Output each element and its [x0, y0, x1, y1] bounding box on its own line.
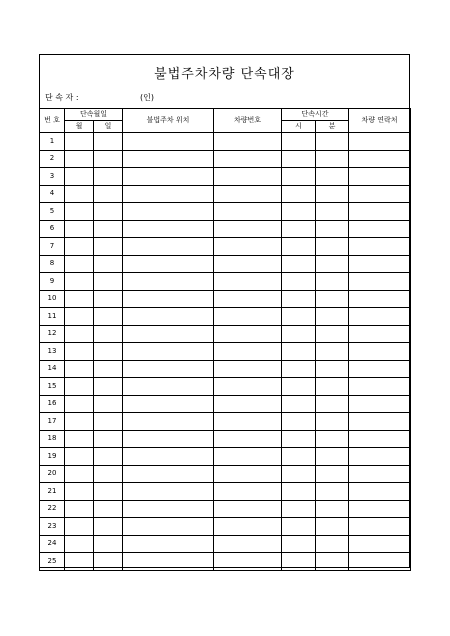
day-cell[interactable] [94, 168, 123, 186]
row-number: 3 [40, 168, 65, 186]
row-number: 11 [40, 308, 65, 326]
hour-cell[interactable] [282, 535, 316, 553]
plate-cell[interactable] [214, 273, 282, 291]
day-cell[interactable] [94, 535, 123, 553]
plate-cell[interactable] [214, 395, 282, 413]
contact-cell[interactable] [349, 483, 411, 501]
register-form [39, 54, 410, 568]
minute-cell[interactable] [316, 448, 349, 466]
contact-cell[interactable] [349, 500, 411, 518]
day-cell[interactable] [94, 413, 123, 431]
month-cell[interactable] [65, 150, 94, 168]
hour-cell[interactable] [282, 325, 316, 343]
minute-cell[interactable] [316, 185, 349, 203]
minute-cell[interactable] [316, 430, 349, 448]
table-row [40, 133, 411, 151]
hour-cell[interactable] [282, 483, 316, 501]
hour-cell[interactable] [282, 500, 316, 518]
location-cell[interactable] [123, 325, 214, 343]
table-row [40, 325, 411, 343]
hour-cell[interactable] [282, 220, 316, 238]
header-no: 번 호 [40, 109, 65, 133]
plate-cell[interactable] [214, 500, 282, 518]
day-cell[interactable] [94, 343, 123, 361]
month-cell[interactable] [65, 290, 94, 308]
table-row [40, 465, 411, 483]
plate-cell[interactable] [214, 518, 282, 536]
plate-cell[interactable] [214, 168, 282, 186]
minute-cell[interactable] [316, 150, 349, 168]
hour-cell[interactable] [282, 378, 316, 396]
contact-cell[interactable] [349, 325, 411, 343]
table-row [40, 308, 411, 326]
contact-cell[interactable] [349, 535, 411, 553]
location-cell[interactable] [123, 168, 214, 186]
hour-cell[interactable] [282, 290, 316, 308]
month-cell[interactable] [65, 378, 94, 396]
contact-cell[interactable] [349, 395, 411, 413]
day-cell[interactable] [94, 553, 123, 571]
day-cell[interactable] [94, 273, 123, 291]
hour-cell[interactable] [282, 430, 316, 448]
row-number: 2 [40, 150, 65, 168]
minute-cell[interactable] [316, 518, 349, 536]
minute-cell[interactable] [316, 133, 349, 151]
contact-cell[interactable] [349, 185, 411, 203]
location-cell[interactable] [123, 535, 214, 553]
table-row [40, 448, 411, 466]
location-cell[interactable] [123, 483, 214, 501]
contact-cell[interactable] [349, 343, 411, 361]
plate-cell[interactable] [214, 325, 282, 343]
contact-cell[interactable] [349, 133, 411, 151]
month-cell[interactable] [65, 395, 94, 413]
row-number: 9 [40, 273, 65, 291]
month-cell[interactable] [65, 168, 94, 186]
day-cell[interactable] [94, 378, 123, 396]
row-number: 1 [40, 133, 65, 151]
contact-cell[interactable] [349, 168, 411, 186]
hour-cell[interactable] [282, 360, 316, 378]
day-cell[interactable] [94, 395, 123, 413]
day-cell[interactable] [94, 203, 123, 221]
hour-cell[interactable] [282, 465, 316, 483]
day-cell[interactable] [94, 220, 123, 238]
location-cell[interactable] [123, 150, 214, 168]
hour-cell[interactable] [282, 395, 316, 413]
plate-cell[interactable] [214, 360, 282, 378]
minute-cell[interactable] [316, 395, 349, 413]
location-cell[interactable] [123, 255, 214, 273]
day-cell[interactable] [94, 448, 123, 466]
row-number: 13 [40, 343, 65, 361]
row-number: 15 [40, 378, 65, 396]
month-cell[interactable] [65, 308, 94, 326]
row-number: 23 [40, 518, 65, 536]
minute-cell[interactable] [316, 203, 349, 221]
location-cell[interactable] [123, 273, 214, 291]
hour-cell[interactable] [282, 133, 316, 151]
table-row [40, 150, 411, 168]
plate-cell[interactable] [214, 535, 282, 553]
month-cell[interactable] [65, 500, 94, 518]
table-row [40, 413, 411, 431]
row-number: 25 [40, 553, 65, 571]
row-number: 6 [40, 220, 65, 238]
table-row [40, 430, 411, 448]
minute-cell[interactable] [316, 500, 349, 518]
header-day: 일 [94, 121, 123, 133]
row-number: 22 [40, 500, 65, 518]
table-body [40, 133, 411, 571]
minute-cell[interactable] [316, 343, 349, 361]
row-number: 10 [40, 290, 65, 308]
month-cell[interactable] [65, 238, 94, 256]
hour-cell[interactable] [282, 343, 316, 361]
contact-cell[interactable] [349, 448, 411, 466]
minute-cell[interactable] [316, 553, 349, 571]
table-row [40, 255, 411, 273]
day-cell[interactable] [94, 308, 123, 326]
month-cell[interactable] [65, 185, 94, 203]
location-cell[interactable] [123, 360, 214, 378]
plate-cell[interactable] [214, 553, 282, 571]
contact-cell[interactable] [349, 150, 411, 168]
minute-cell[interactable] [316, 238, 349, 256]
plate-cell[interactable] [214, 220, 282, 238]
hour-cell[interactable] [282, 168, 316, 186]
location-cell[interactable] [123, 203, 214, 221]
table-row [40, 360, 411, 378]
location-cell[interactable] [123, 553, 214, 571]
month-cell[interactable] [65, 360, 94, 378]
location-cell[interactable] [123, 220, 214, 238]
table-row [40, 238, 411, 256]
row-number: 14 [40, 360, 65, 378]
header-plate: 차량번호 [214, 109, 282, 133]
table-row [40, 553, 411, 571]
contact-cell[interactable] [349, 308, 411, 326]
contact-cell[interactable] [349, 238, 411, 256]
plate-cell[interactable] [214, 308, 282, 326]
plate-cell[interactable] [214, 343, 282, 361]
month-cell[interactable] [65, 133, 94, 151]
hour-cell[interactable] [282, 203, 316, 221]
plate-cell[interactable] [214, 150, 282, 168]
row-number: 5 [40, 203, 65, 221]
seal-label: (인) [140, 93, 154, 102]
row-number: 17 [40, 413, 65, 431]
row-number: 20 [40, 465, 65, 483]
table-row [40, 343, 411, 361]
location-cell[interactable] [123, 448, 214, 466]
table-row [40, 168, 411, 186]
officer-label: 단 속 자 : [45, 93, 79, 102]
header-contact: 차량 연락처 [349, 109, 411, 133]
minute-cell[interactable] [316, 290, 349, 308]
hour-cell[interactable] [282, 308, 316, 326]
month-cell[interactable] [65, 413, 94, 431]
row-number: 4 [40, 185, 65, 203]
contact-cell[interactable] [349, 273, 411, 291]
contact-cell[interactable] [349, 430, 411, 448]
row-number: 21 [40, 483, 65, 501]
hour-cell[interactable] [282, 553, 316, 571]
day-cell[interactable] [94, 465, 123, 483]
day-cell[interactable] [94, 518, 123, 536]
day-cell[interactable] [94, 483, 123, 501]
minute-cell[interactable] [316, 535, 349, 553]
row-number: 8 [40, 255, 65, 273]
month-cell[interactable] [65, 343, 94, 361]
month-cell[interactable] [65, 273, 94, 291]
location-cell[interactable] [123, 518, 214, 536]
header-time-group: 단속시간 [282, 109, 349, 121]
location-cell[interactable] [123, 308, 214, 326]
day-cell[interactable] [94, 255, 123, 273]
plate-cell[interactable] [214, 465, 282, 483]
month-cell[interactable] [65, 325, 94, 343]
minute-cell[interactable] [316, 220, 349, 238]
day-cell[interactable] [94, 238, 123, 256]
header-minute: 분 [316, 121, 349, 133]
month-cell[interactable] [65, 535, 94, 553]
row-number: 19 [40, 448, 65, 466]
contact-cell[interactable] [349, 360, 411, 378]
minute-cell[interactable] [316, 360, 349, 378]
location-cell[interactable] [123, 238, 214, 256]
plate-cell[interactable] [214, 238, 282, 256]
header-date-group: 단속월일 [65, 109, 123, 121]
plate-cell[interactable] [214, 290, 282, 308]
month-cell[interactable] [65, 255, 94, 273]
month-cell[interactable] [65, 465, 94, 483]
minute-cell[interactable] [316, 255, 349, 273]
location-cell[interactable] [123, 413, 214, 431]
day-cell[interactable] [94, 150, 123, 168]
hour-cell[interactable] [282, 448, 316, 466]
location-cell[interactable] [123, 290, 214, 308]
location-cell[interactable] [123, 465, 214, 483]
row-number: 16 [40, 395, 65, 413]
day-cell[interactable] [94, 325, 123, 343]
minute-cell[interactable] [316, 308, 349, 326]
location-cell[interactable] [123, 185, 214, 203]
table-row [40, 483, 411, 501]
day-cell[interactable] [94, 290, 123, 308]
minute-cell[interactable] [316, 273, 349, 291]
table-row [40, 378, 411, 396]
location-cell[interactable] [123, 395, 214, 413]
contact-cell[interactable] [349, 255, 411, 273]
table-row [40, 220, 411, 238]
plate-cell[interactable] [214, 203, 282, 221]
plate-cell[interactable] [214, 430, 282, 448]
row-number: 7 [40, 238, 65, 256]
contact-cell[interactable] [349, 220, 411, 238]
location-cell[interactable] [123, 430, 214, 448]
plate-cell[interactable] [214, 185, 282, 203]
header-month: 월 [65, 121, 94, 133]
contact-cell[interactable] [349, 413, 411, 431]
page-title: 불법주차차량 단속대장 [154, 67, 295, 82]
day-cell[interactable] [94, 185, 123, 203]
table-row [40, 518, 411, 536]
contact-cell[interactable] [349, 203, 411, 221]
plate-cell[interactable] [214, 133, 282, 151]
table-row [40, 500, 411, 518]
minute-cell[interactable] [316, 483, 349, 501]
table-row [40, 273, 411, 291]
month-cell[interactable] [65, 553, 94, 571]
table-row [40, 395, 411, 413]
minute-cell[interactable] [316, 413, 349, 431]
header-hour: 시 [282, 121, 316, 133]
hour-cell[interactable] [282, 185, 316, 203]
plate-cell[interactable] [214, 413, 282, 431]
table-row [40, 290, 411, 308]
hour-cell[interactable] [282, 150, 316, 168]
header-location: 불법주차 위치 [123, 109, 214, 133]
row-number: 18 [40, 430, 65, 448]
contact-cell[interactable] [349, 518, 411, 536]
minute-cell[interactable] [316, 168, 349, 186]
location-cell[interactable] [123, 378, 214, 396]
table-row [40, 535, 411, 553]
minute-cell[interactable] [316, 465, 349, 483]
month-cell[interactable] [65, 220, 94, 238]
day-cell[interactable] [94, 360, 123, 378]
month-cell[interactable] [65, 518, 94, 536]
location-cell[interactable] [123, 133, 214, 151]
row-number: 12 [40, 325, 65, 343]
day-cell[interactable] [94, 133, 123, 151]
hour-cell[interactable] [282, 518, 316, 536]
row-number: 24 [40, 535, 65, 553]
contact-cell[interactable] [349, 465, 411, 483]
hour-cell[interactable] [282, 413, 316, 431]
contact-cell[interactable] [349, 290, 411, 308]
location-cell[interactable] [123, 500, 214, 518]
day-cell[interactable] [94, 500, 123, 518]
enforcement-table [39, 108, 411, 571]
officer-line [45, 92, 154, 103]
table-row [40, 185, 411, 203]
hour-cell[interactable] [282, 255, 316, 273]
location-cell[interactable] [123, 343, 214, 361]
hour-cell[interactable] [282, 238, 316, 256]
month-cell[interactable] [65, 203, 94, 221]
hour-cell[interactable] [282, 273, 316, 291]
plate-cell[interactable] [214, 378, 282, 396]
contact-cell[interactable] [349, 553, 411, 571]
month-cell[interactable] [65, 448, 94, 466]
month-cell[interactable] [65, 483, 94, 501]
minute-cell[interactable] [316, 325, 349, 343]
month-cell[interactable] [65, 430, 94, 448]
contact-cell[interactable] [349, 378, 411, 396]
table-row [40, 203, 411, 221]
minute-cell[interactable] [316, 378, 349, 396]
plate-cell[interactable] [214, 448, 282, 466]
plate-cell[interactable] [214, 483, 282, 501]
plate-cell[interactable] [214, 255, 282, 273]
day-cell[interactable] [94, 430, 123, 448]
